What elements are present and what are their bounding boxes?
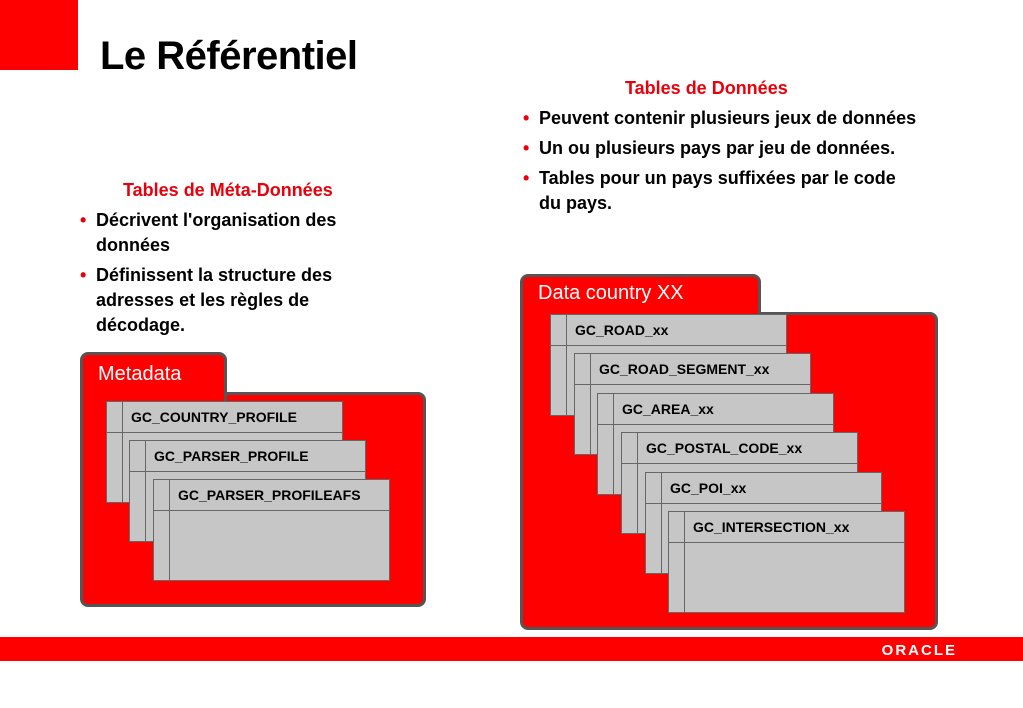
page-title: Le Référentiel <box>100 34 358 78</box>
data-bullet-3: • Tables pour un pays suffixées par le code du pays. <box>521 166 921 216</box>
table-card-column-line <box>169 480 170 580</box>
table-card-column-line <box>684 512 685 612</box>
table-card-header-line <box>154 510 389 511</box>
table-name: GC_PARSER_PROFILE <box>154 448 309 464</box>
table-name: GC_INTERSECTION_xx <box>693 519 850 535</box>
table-card-header-line <box>551 345 786 346</box>
table-name: GC_POSTAL_CODE_xx <box>646 440 803 456</box>
table-card-column-line <box>122 402 123 502</box>
data-bullet-1: • Peuvent contenir plusieurs jeux de données <box>521 106 921 131</box>
table-card-column-line <box>637 433 638 533</box>
oracle-logo: ORACLE <box>881 642 957 659</box>
table-name: GC_COUNTRY_PROFILE <box>131 409 297 425</box>
footer-bar <box>0 637 1023 661</box>
table-name: GC_AREA_xx <box>622 401 714 417</box>
data-heading: Tables de Données <box>625 78 788 98</box>
table-card-column-line <box>661 473 662 573</box>
metadata-bullet-list <box>78 208 388 343</box>
metadata-table-card <box>153 479 390 581</box>
metadata-bullet-2: • Définissent la structure des adresses et les règles de décodage. <box>78 263 388 338</box>
corner-accent-block <box>0 0 78 70</box>
table-name: GC_PARSER_PROFILEAFS <box>178 487 361 503</box>
table-card-header-line <box>669 542 904 543</box>
table-card-header-line <box>575 384 810 385</box>
table-card-header-line <box>646 503 881 504</box>
table-card-header-line <box>622 463 857 464</box>
metadata-bullet-1: • Décrivent l'organisation des données <box>78 208 388 258</box>
table-card-column-line <box>566 315 567 415</box>
table-card-header-line <box>107 432 342 433</box>
table-name: GC_ROAD_SEGMENT_xx <box>599 361 770 377</box>
table-card-column-line <box>613 394 614 494</box>
data-folder-label: Data country XX <box>538 282 684 304</box>
data-bullet-2: • Un ou plusieurs pays par jeu de données. <box>521 136 921 161</box>
table-card-header-line <box>130 471 365 472</box>
data-table-card <box>668 511 905 613</box>
table-name: GC_ROAD_xx <box>575 322 669 338</box>
table-card-column-line <box>590 354 591 454</box>
table-card-header-line <box>598 424 833 425</box>
table-card-column-line <box>145 441 146 541</box>
metadata-folder-label: Metadata <box>98 363 182 385</box>
data-bullet-list <box>521 106 921 221</box>
metadata-heading: Tables de Méta-Données <box>123 180 333 200</box>
metadata-tab-joint <box>83 390 224 398</box>
table-name: GC_POI_xx <box>670 480 747 496</box>
